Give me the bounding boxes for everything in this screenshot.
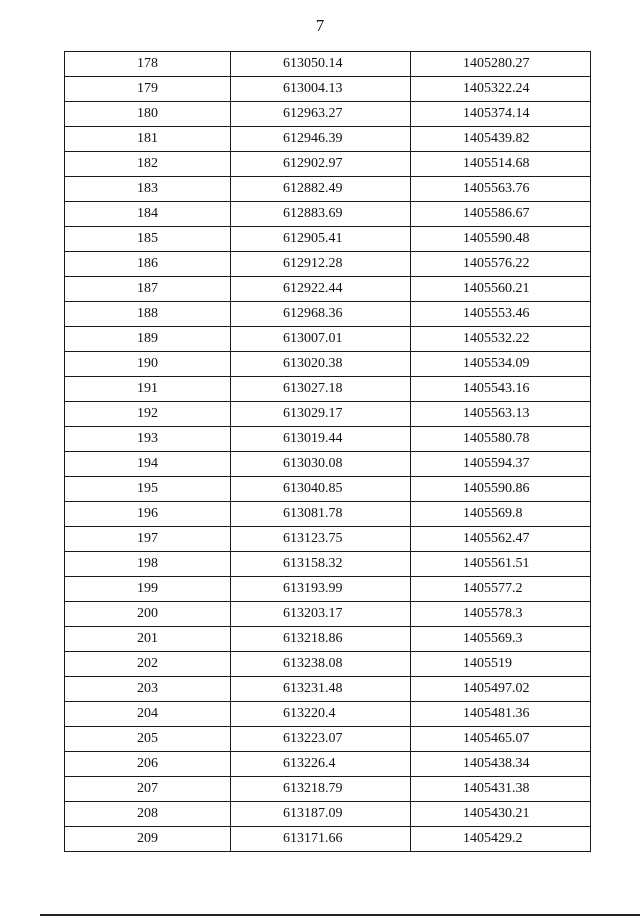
x-coordinate-cell: 612883.69 bbox=[231, 202, 411, 227]
table-row bbox=[65, 427, 591, 452]
point-number-cell: 178 bbox=[65, 52, 231, 77]
point-number-cell: 206 bbox=[65, 752, 231, 777]
y-coordinate-cell: 1405519 bbox=[411, 652, 591, 677]
point-number-cell: 188 bbox=[65, 302, 231, 327]
point-number-cell: 201 bbox=[65, 627, 231, 652]
table-row bbox=[65, 352, 591, 377]
point-number-cell: 195 bbox=[65, 477, 231, 502]
x-coordinate-cell: 613004.13 bbox=[231, 77, 411, 102]
x-coordinate-cell: 612963.27 bbox=[231, 102, 411, 127]
x-coordinate-cell: 613238.08 bbox=[231, 652, 411, 677]
table-row bbox=[65, 277, 591, 302]
point-number-cell: 209 bbox=[65, 827, 231, 852]
table-row bbox=[65, 327, 591, 352]
point-number-cell: 203 bbox=[65, 677, 231, 702]
point-number-cell: 187 bbox=[65, 277, 231, 302]
table-row bbox=[65, 752, 591, 777]
y-coordinate-cell: 1405562.47 bbox=[411, 527, 591, 552]
table-row bbox=[65, 477, 591, 502]
x-coordinate-cell: 612946.39 bbox=[231, 127, 411, 152]
point-number-cell: 193 bbox=[65, 427, 231, 452]
table-row bbox=[65, 302, 591, 327]
table-row bbox=[65, 377, 591, 402]
y-coordinate-cell: 1405576.22 bbox=[411, 252, 591, 277]
x-coordinate-cell: 613193.99 bbox=[231, 577, 411, 602]
y-coordinate-cell: 1405514.68 bbox=[411, 152, 591, 177]
y-coordinate-cell: 1405481.36 bbox=[411, 702, 591, 727]
y-coordinate-cell: 1405430.21 bbox=[411, 802, 591, 827]
x-coordinate-cell: 613019.44 bbox=[231, 427, 411, 452]
x-coordinate-cell: 613226.4 bbox=[231, 752, 411, 777]
y-coordinate-cell: 1405322.24 bbox=[411, 77, 591, 102]
table-row bbox=[65, 52, 591, 77]
y-coordinate-cell: 1405569.3 bbox=[411, 627, 591, 652]
table-row bbox=[65, 577, 591, 602]
x-coordinate-cell: 613040.85 bbox=[231, 477, 411, 502]
y-coordinate-cell: 1405438.34 bbox=[411, 752, 591, 777]
y-coordinate-cell: 1405577.2 bbox=[411, 577, 591, 602]
y-coordinate-cell: 1405465.07 bbox=[411, 727, 591, 752]
page-bottom-rule bbox=[40, 914, 640, 916]
x-coordinate-cell: 613030.08 bbox=[231, 452, 411, 477]
table-row bbox=[65, 502, 591, 527]
x-coordinate-cell: 613123.75 bbox=[231, 527, 411, 552]
table-row bbox=[65, 127, 591, 152]
point-number-cell: 185 bbox=[65, 227, 231, 252]
y-coordinate-cell: 1405429.2 bbox=[411, 827, 591, 852]
y-coordinate-cell: 1405532.22 bbox=[411, 327, 591, 352]
table-row bbox=[65, 252, 591, 277]
y-coordinate-cell: 1405586.67 bbox=[411, 202, 591, 227]
x-coordinate-cell: 612882.49 bbox=[231, 177, 411, 202]
y-coordinate-cell: 1405594.37 bbox=[411, 452, 591, 477]
x-coordinate-cell: 613223.07 bbox=[231, 727, 411, 752]
table-row bbox=[65, 552, 591, 577]
table-row bbox=[65, 202, 591, 227]
coordinate-table bbox=[64, 51, 591, 852]
x-coordinate-cell: 612922.44 bbox=[231, 277, 411, 302]
table-row bbox=[65, 102, 591, 127]
y-coordinate-cell: 1405280.27 bbox=[411, 52, 591, 77]
table-row bbox=[65, 227, 591, 252]
x-coordinate-cell: 613029.17 bbox=[231, 402, 411, 427]
table-row bbox=[65, 602, 591, 627]
x-coordinate-cell: 613027.18 bbox=[231, 377, 411, 402]
x-coordinate-cell: 613020.38 bbox=[231, 352, 411, 377]
y-coordinate-cell: 1405431.38 bbox=[411, 777, 591, 802]
y-coordinate-cell: 1405580.78 bbox=[411, 427, 591, 452]
table-row bbox=[65, 652, 591, 677]
y-coordinate-cell: 1405563.13 bbox=[411, 402, 591, 427]
point-number-cell: 181 bbox=[65, 127, 231, 152]
x-coordinate-cell: 613007.01 bbox=[231, 327, 411, 352]
table-row bbox=[65, 702, 591, 727]
point-number-cell: 204 bbox=[65, 702, 231, 727]
table-row bbox=[65, 777, 591, 802]
x-coordinate-cell: 612902.97 bbox=[231, 152, 411, 177]
x-coordinate-cell: 613218.86 bbox=[231, 627, 411, 652]
y-coordinate-cell: 1405553.46 bbox=[411, 302, 591, 327]
point-number-cell: 184 bbox=[65, 202, 231, 227]
point-number-cell: 190 bbox=[65, 352, 231, 377]
point-number-cell: 186 bbox=[65, 252, 231, 277]
y-coordinate-cell: 1405560.21 bbox=[411, 277, 591, 302]
x-coordinate-cell: 613050.14 bbox=[231, 52, 411, 77]
point-number-cell: 196 bbox=[65, 502, 231, 527]
table-row bbox=[65, 402, 591, 427]
y-coordinate-cell: 1405374.14 bbox=[411, 102, 591, 127]
point-number-cell: 198 bbox=[65, 552, 231, 577]
y-coordinate-cell: 1405497.02 bbox=[411, 677, 591, 702]
point-number-cell: 208 bbox=[65, 802, 231, 827]
table-row bbox=[65, 802, 591, 827]
table-row bbox=[65, 527, 591, 552]
table-row bbox=[65, 177, 591, 202]
point-number-cell: 197 bbox=[65, 527, 231, 552]
x-coordinate-cell: 613081.78 bbox=[231, 502, 411, 527]
point-number-cell: 183 bbox=[65, 177, 231, 202]
point-number-cell: 191 bbox=[65, 377, 231, 402]
x-coordinate-cell: 613203.17 bbox=[231, 602, 411, 627]
point-number-cell: 180 bbox=[65, 102, 231, 127]
x-coordinate-cell: 613220.4 bbox=[231, 702, 411, 727]
y-coordinate-cell: 1405534.09 bbox=[411, 352, 591, 377]
x-coordinate-cell: 613171.66 bbox=[231, 827, 411, 852]
y-coordinate-cell: 1405590.48 bbox=[411, 227, 591, 252]
table-row bbox=[65, 452, 591, 477]
y-coordinate-cell: 1405590.86 bbox=[411, 477, 591, 502]
page-number: 7 bbox=[315, 16, 325, 35]
point-number-cell: 200 bbox=[65, 602, 231, 627]
x-coordinate-cell: 613231.48 bbox=[231, 677, 411, 702]
point-number-cell: 199 bbox=[65, 577, 231, 602]
x-coordinate-cell: 613218.79 bbox=[231, 777, 411, 802]
table-row bbox=[65, 77, 591, 102]
table-row bbox=[65, 727, 591, 752]
y-coordinate-cell: 1405563.76 bbox=[411, 177, 591, 202]
point-number-cell: 207 bbox=[65, 777, 231, 802]
coordinate-table-body bbox=[65, 52, 591, 852]
point-number-cell: 205 bbox=[65, 727, 231, 752]
table-row bbox=[65, 677, 591, 702]
x-coordinate-cell: 612905.41 bbox=[231, 227, 411, 252]
x-coordinate-cell: 612912.28 bbox=[231, 252, 411, 277]
x-coordinate-cell: 613187.09 bbox=[231, 802, 411, 827]
table-row bbox=[65, 152, 591, 177]
x-coordinate-cell: 612968.36 bbox=[231, 302, 411, 327]
point-number-cell: 182 bbox=[65, 152, 231, 177]
point-number-cell: 179 bbox=[65, 77, 231, 102]
y-coordinate-cell: 1405543.16 bbox=[411, 377, 591, 402]
y-coordinate-cell: 1405578.3 bbox=[411, 602, 591, 627]
y-coordinate-cell: 1405561.51 bbox=[411, 552, 591, 577]
point-number-cell: 194 bbox=[65, 452, 231, 477]
point-number-cell: 192 bbox=[65, 402, 231, 427]
x-coordinate-cell: 613158.32 bbox=[231, 552, 411, 577]
y-coordinate-cell: 1405439.82 bbox=[411, 127, 591, 152]
table-row bbox=[65, 827, 591, 852]
y-coordinate-cell: 1405569.8 bbox=[411, 502, 591, 527]
point-number-cell: 189 bbox=[65, 327, 231, 352]
point-number-cell: 202 bbox=[65, 652, 231, 677]
table-row bbox=[65, 627, 591, 652]
